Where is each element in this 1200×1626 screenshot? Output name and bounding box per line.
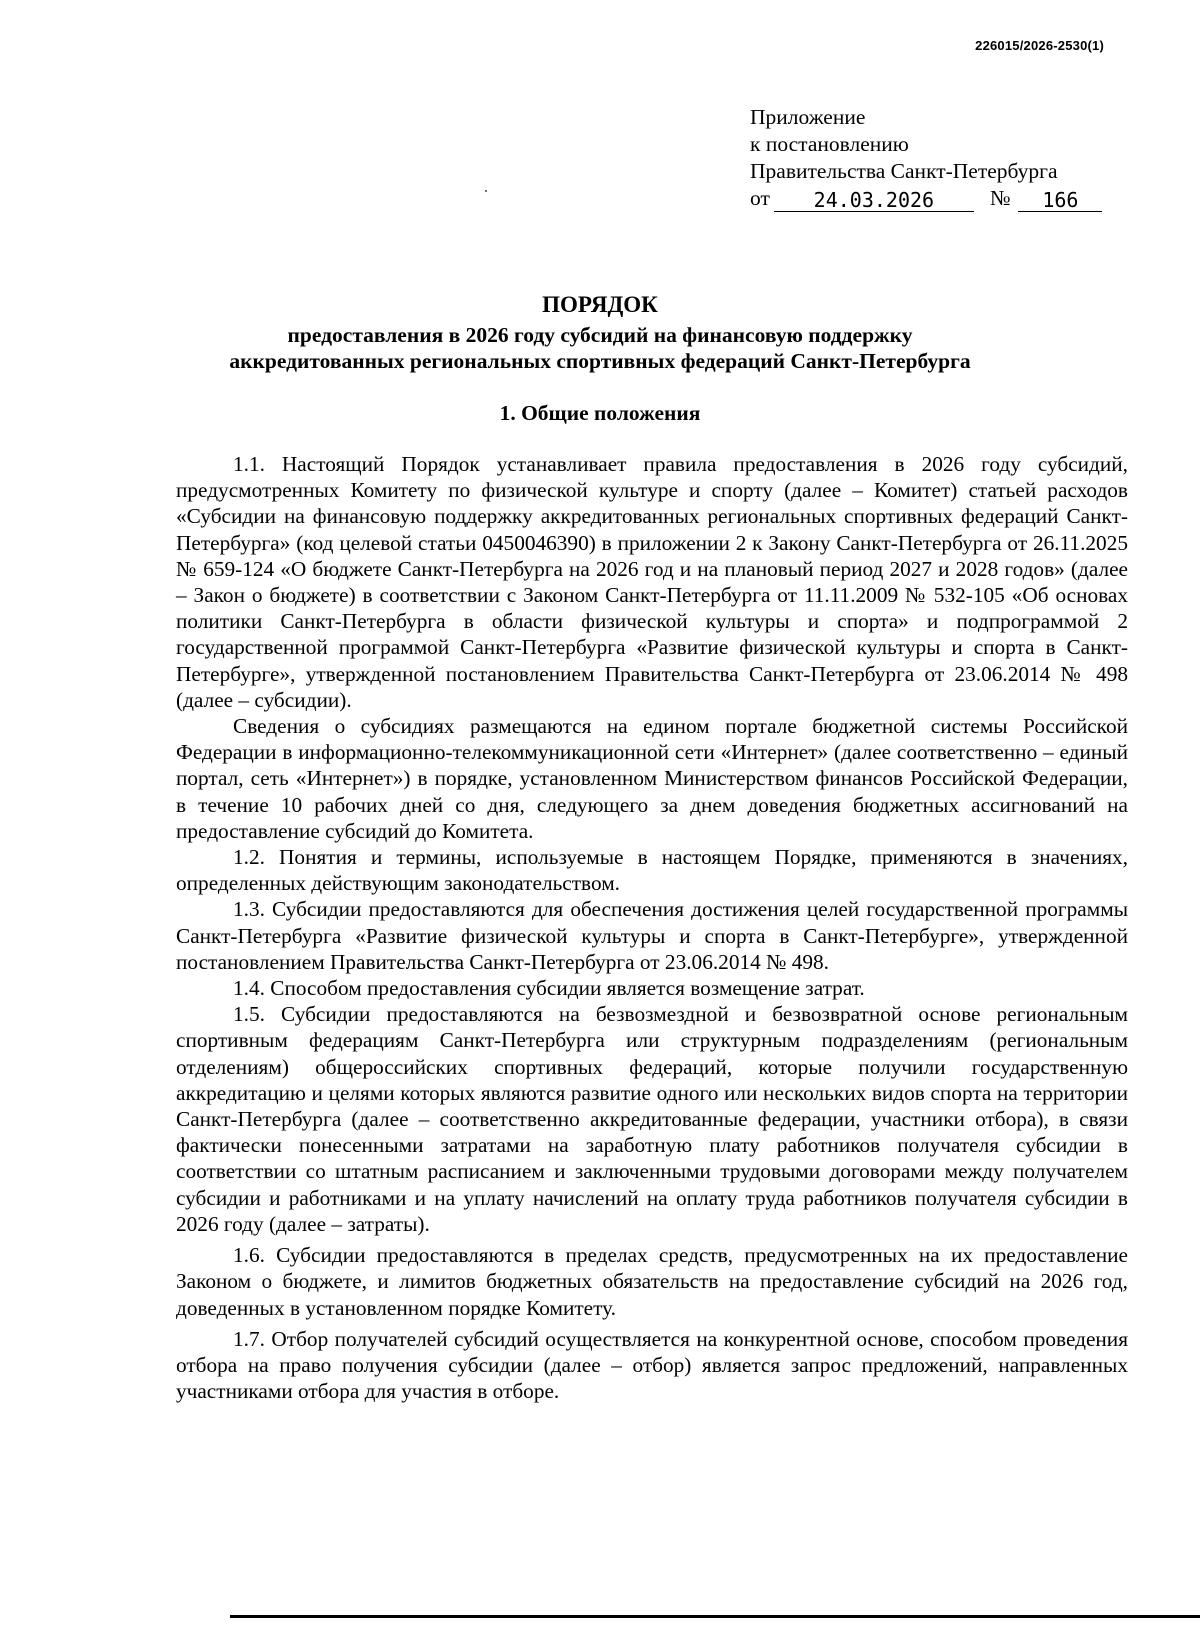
document-subtitle-line-2: аккредитованных региональных спортивных федераций Санкт-Петербурга bbox=[229, 349, 971, 373]
section-heading: 1. Общие положения bbox=[499, 401, 701, 425]
paragraph-1-5: 1.5. Субсидии предоставляются на безвозмездной и безвозвратной основе региональным спортивным федерациям Санкт-Петербурга или структурным подразделениям (региональным отделениям) общероссийских спортивных федераций, которые получили государственную аккредитацию и целями которых являются развитие одного или нескольких видов спорта на территории Санкт-Петербурга (далее – соответственно аккредитованные федерации, участники отбора), в связи фактически понесенными затратами на заработную плату работников получателя субсидии в соответствии со штатным расписанием и заключенными трудовыми договорами между получателем субсидии и работниками и на уплату начислений на оплату труда работников получателя субсидии в 2026 году (далее – затраты). bbox=[176, 1002, 1128, 1236]
document-number: 226015/2026-2530(1) bbox=[975, 38, 1104, 53]
appendix-line-1: Приложение bbox=[750, 105, 866, 129]
document-body bbox=[176, 451, 1128, 1404]
number-sign: № bbox=[989, 186, 1011, 210]
paragraph-1-4: 1.4. Способом предоставления субсидии является возмещение затрат. bbox=[233, 976, 865, 1001]
scan-edge-line bbox=[230, 1615, 1200, 1618]
appendix-date-number-row bbox=[750, 185, 1102, 212]
paragraph-1-1-info: Сведения о субсидиях размещаются на едином портале бюджетной системы Российской Федерации в информационно-телекоммуникационной сети «Интернет» (далее соответственно – единый портал, сеть «Интернет») в порядке, установленном Министерством финансов Российской Федерации, в течение 10 рабочих дней со дня, следующего за днем доведения бюджетных ассигнований на предоставление субсидий до Комитета. bbox=[176, 714, 1128, 843]
paragraph-1-1: 1.1. Настоящий Порядок устанавливает правила предоставления в 2026 году субсидий, предусмотренных Комитету по физической культуре и спорту (далее – Комитет) статьей расходов «Субсидии на финансовую поддержку аккредитованных региональных спортивных федераций Санкт-Петербурга» (код целевой статьи 0450046390) в приложении 2 к Закону Санкт-Петербурга от 26.11.2025 № 659-124 «О бюджете Санкт-Петербурга на 2026 год и на плановый период 2027 и 2028 годов» (далее – Закон о бюджете) в соответствии с Законом Санкт-Петербурга от 11.11.2009 № 532-105 «Об основах политики Санкт-Петербурга в области физической культуры и спорта» и подпрограммой 2 государственной программой Санкт-Петербурга «Развитие физической культуры и спорта в Санкт-Петербурге», утвержденной постановлением Правительства Санкт-Петербурга от 23.06.2014 № 498 (далее – субсидии). bbox=[176, 452, 1128, 712]
number-field: 166 bbox=[1018, 189, 1102, 212]
paragraph-1-3: 1.3. Субсидии предоставляются для обеспечения достижения целей государственной программы Санкт-Петербурга «Развитие физической культуры и спорта в Санкт-Петербурге», утвержденной постановлением Правительства Санкт-Петербурга от 23.06.2014 № 498. bbox=[176, 897, 1128, 974]
paragraph-1-2: 1.2. Понятия и термины, используемые в настоящем Порядке, применяются в значениях, определенных действующим законодательством. bbox=[176, 845, 1128, 896]
date-prefix: от bbox=[750, 186, 770, 210]
document-subtitle-line-1: предоставления в 2026 году субсидий на финансовую поддержку bbox=[287, 323, 913, 347]
appendix-line-2: к постановлению bbox=[750, 132, 909, 156]
appendix-block bbox=[750, 104, 1102, 212]
paragraph-1-6: 1.6. Субсидии предоставляются в пределах средств, предусмотренных на их предоставление Законом о бюджете, и лимитов бюджетных обязательств на предоставление субсидий на 2026 год, доведенных в установленном порядке Комитету. bbox=[176, 1243, 1128, 1320]
paragraph-1-7: 1.7. Отбор получателей субсидий осуществляется на конкурентной основе, способом проведения отбора на право получения субсидии (далее – отбор) является запрос предложений, направленных участниками отбора для участия в отборе. bbox=[176, 1326, 1128, 1404]
date-field: 24.03.2026 bbox=[774, 189, 974, 212]
document-title: ПОРЯДОК bbox=[542, 292, 658, 317]
scan-dot bbox=[485, 190, 487, 192]
appendix-line-3: Правительства Санкт-Петербурга bbox=[750, 159, 1058, 183]
